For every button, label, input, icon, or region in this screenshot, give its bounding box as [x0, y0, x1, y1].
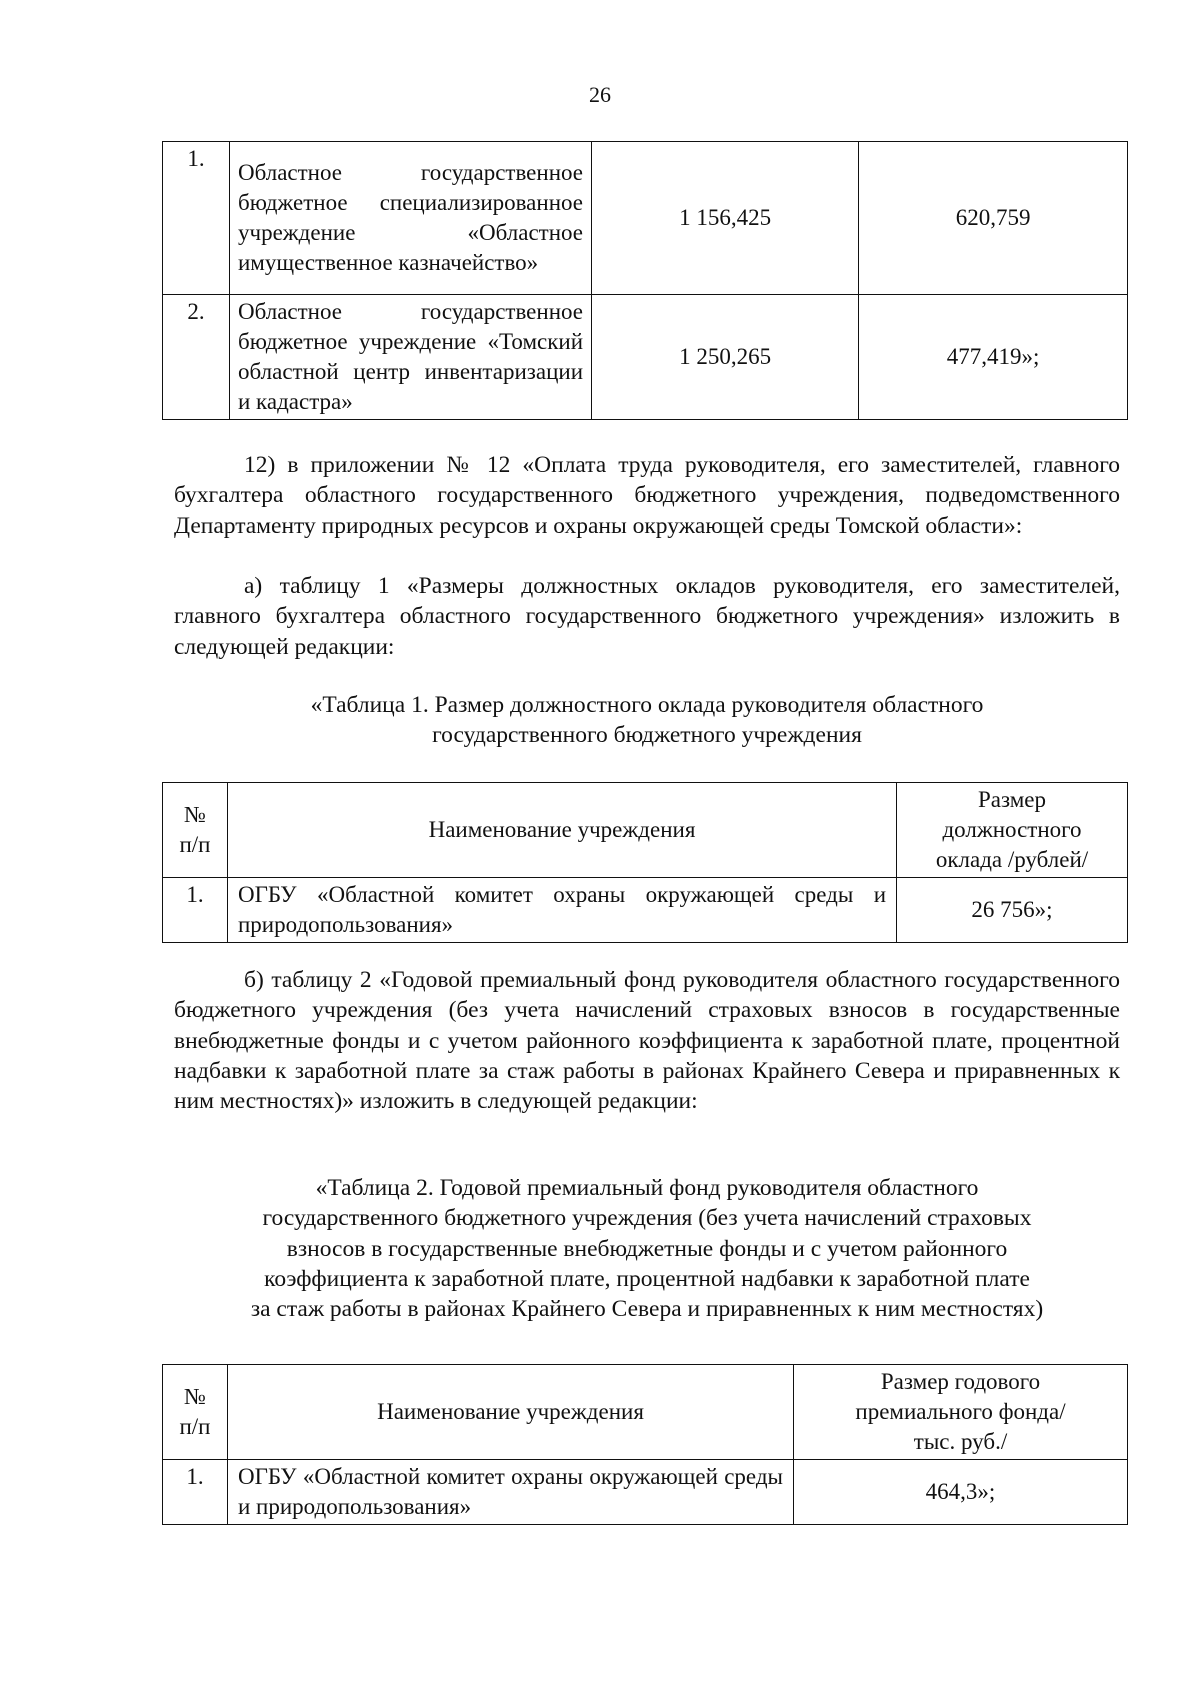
table-header-row: [163, 1365, 1128, 1460]
institution-name: ОГБУ «Областной комитет охраны окружающей среды и природопользования»: [228, 1460, 794, 1525]
institution-name: Областное государственное бюджетное специализированное учреждение «Областное имущественное казначейство»: [230, 142, 592, 295]
header-value-line: премиального фонда/: [855, 1399, 1066, 1424]
header-value-line: Размер годового: [880, 1369, 1041, 1394]
header-value: [897, 783, 1128, 878]
table1: [162, 782, 1128, 943]
table2: [162, 1364, 1128, 1525]
header-value-line: Размер: [977, 787, 1047, 812]
header-num-abbr: п/п: [179, 1414, 211, 1439]
row-number: 2.: [163, 295, 230, 420]
continuation-table: [162, 141, 1128, 420]
header-num: [163, 1365, 228, 1460]
row-number: 1.: [163, 142, 230, 295]
table-header-row: [163, 783, 1128, 878]
institution-name: ОГБУ «Областной комитет охраны окружающей среды и природопользования»: [228, 878, 897, 943]
value-cell: 477,419»;: [859, 295, 1128, 420]
header-num-symbol: №: [184, 802, 206, 827]
table1-caption-line: «Таблица 1. Размер должностного оклада руководителя областного: [310, 692, 984, 718]
table-row: [163, 878, 1128, 943]
table2-caption: [174, 1173, 1120, 1324]
table-row: [163, 1460, 1128, 1525]
table2-caption-line: коэффициента к заработной плате, процентной надбавки к заработной плате: [264, 1265, 1030, 1292]
header-num: [163, 783, 228, 878]
table1-caption: [174, 690, 1120, 751]
row-number: 1.: [163, 1460, 228, 1525]
header-name: Наименование учреждения: [228, 1365, 794, 1460]
institution-name: Областное государственное бюджетное учреждение «Томский областной центр инвентаризации и кадастра»: [230, 295, 592, 420]
header-num-abbr: п/п: [179, 832, 211, 857]
paragraph-a: а) таблицу 1 «Размеры должностных окладов руководителя, его заместителей, главного бухгалтера областного государственного бюджетного учреждения» изложить в следующей редакции:: [174, 573, 1120, 660]
header-name: Наименование учреждения: [228, 783, 897, 878]
table2-caption-line: «Таблица 2. Годовой премиальный фонд руководителя областного: [315, 1175, 979, 1201]
table1-caption-line: государственного бюджетного учреждения: [432, 722, 862, 749]
table-row: [163, 295, 1128, 420]
header-value-line: тыс. руб./: [913, 1429, 1008, 1454]
header-value: [794, 1365, 1128, 1460]
table2-caption-line: взносов в государственные внебюджетные фонды и с учетом районного: [286, 1235, 1008, 1262]
table2-caption-line: государственного бюджетного учреждения (без учета начислений страховых: [262, 1205, 1032, 1232]
header-num-symbol: №: [184, 1384, 206, 1409]
paragraph-b: б) таблицу 2 «Годовой премиальный фонд руководителя областного государственного бюджетного учреждения (без учета начислений страховых взносов в государственные внебюджетные фонды и с учетом районного коэффициента к заработной плате, процентной надбавки к заработной плате за стаж работы в районах Крайнего Севера и приравненных к ним местностях)» изложить в следующей редакции:: [174, 967, 1120, 1115]
value-cell: 620,759: [859, 142, 1128, 295]
bonus-fund-value: 464,3»;: [794, 1460, 1128, 1525]
table-row: [163, 142, 1128, 295]
value-cell: 1 156,425: [592, 142, 859, 295]
paragraph-12: 12) в приложении № 12 «Оплата труда руководителя, его заместителей, главного бухгалтера областного государственного бюджетного учреждения, подведомственного Департаменту природных ресурсов и охраны окружающей среды Томской области»:: [174, 452, 1120, 539]
table2-caption-line: за стаж работы в районах Крайнего Севера и приравненных к ним местностях): [250, 1296, 1044, 1323]
value-cell: 1 250,265: [592, 295, 859, 420]
header-value-line: оклада /рублей/: [935, 847, 1089, 872]
salary-value: 26 756»;: [897, 878, 1128, 943]
page-number: 26: [589, 82, 611, 107]
header-value-line: должностного: [942, 817, 1082, 842]
row-number: 1.: [163, 878, 228, 943]
